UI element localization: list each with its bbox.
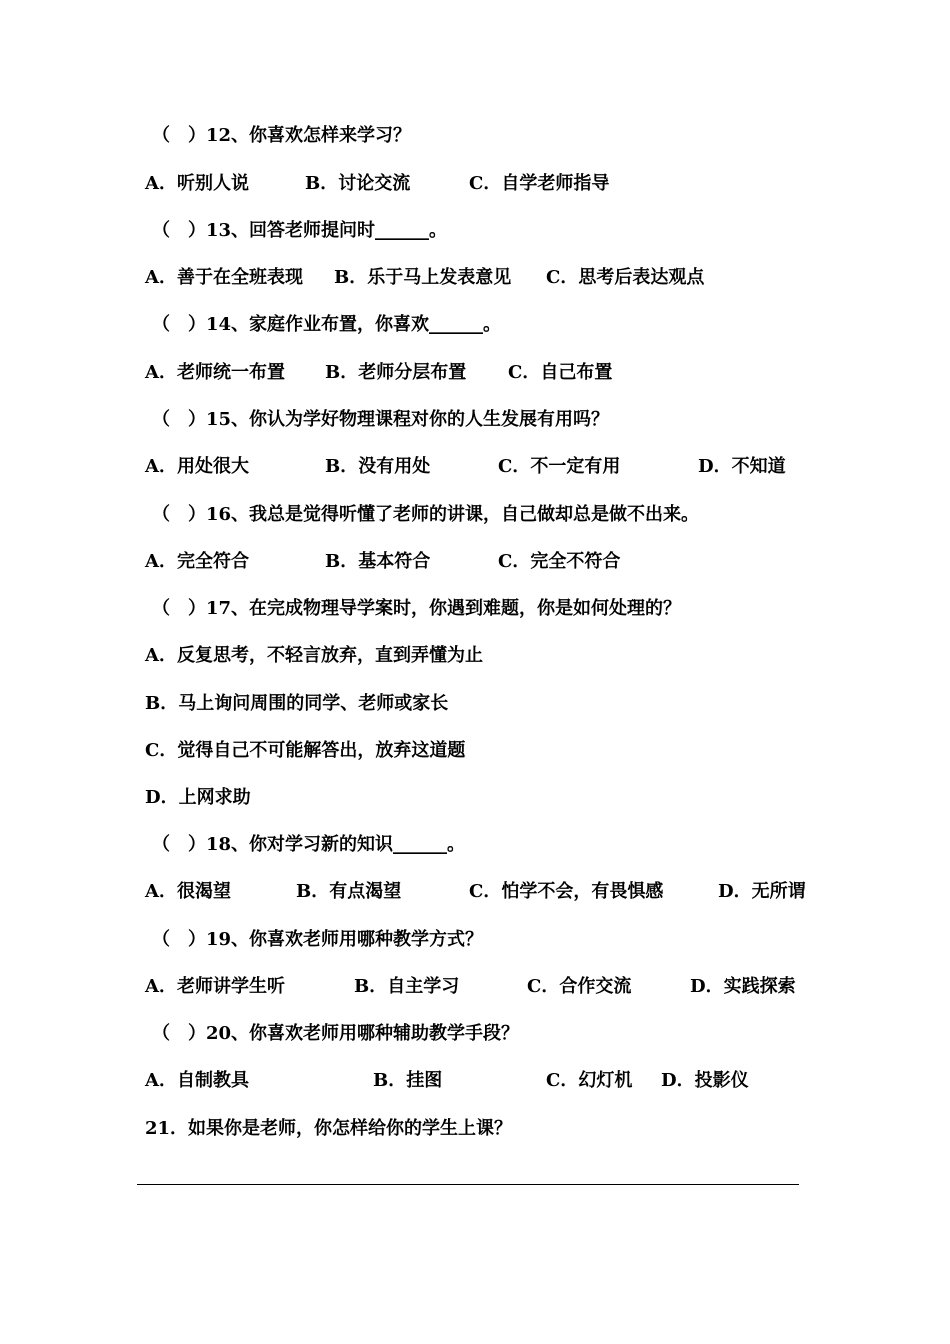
question-17-prompt: （ ）17、在完成物理导学案时，你遇到难题，你是如何处理的？ <box>152 598 682 619</box>
question-19-option-d: D．实践探索 <box>690 976 796 997</box>
question-12-option-a: A．听别人说 <box>145 173 249 194</box>
question-13-option-a: A．善于在全班表现 <box>145 267 303 288</box>
question-18-option-c: C．怕学不会，有畏惧感 <box>469 881 664 902</box>
question-13-prompt: （ ）13、回答老师提问时______。 <box>152 220 448 241</box>
question-16-option-a: A．完全符合 <box>145 551 249 572</box>
question-14-prompt: （ ）14、家庭作业布置，你喜欢______。 <box>152 314 502 335</box>
question-17-option-d: D．上网求助 <box>145 787 251 808</box>
question-20-prompt: （ ）20、你喜欢老师用哪种辅助教学手段？ <box>152 1023 520 1044</box>
question-19-option-b: B．自主学习 <box>354 976 460 997</box>
question-12-option-b: B．讨论交流 <box>305 173 411 194</box>
question-18-option-a: A．很渴望 <box>145 881 231 902</box>
answer-blank-line[interactable] <box>137 1184 799 1185</box>
question-14-option-c: C．自己布置 <box>508 362 613 383</box>
question-20-option-a: A．自制教具 <box>145 1070 249 1091</box>
question-14-option-b: B．老师分层布置 <box>325 362 467 383</box>
question-18-option-b: B．有点渴望 <box>296 881 402 902</box>
question-20-option-b: B．挂图 <box>373 1070 443 1091</box>
question-17-option-b: B．马上询问周围的同学、老师或家长 <box>145 693 449 714</box>
question-19-prompt: （ ）19、你喜欢老师用哪种教学方式？ <box>152 929 484 950</box>
question-16-prompt: （ ）16、我总是觉得听懂了老师的讲课，自己做却总是做不出来。 <box>152 504 700 525</box>
question-12-prompt: （ ）12、你喜欢怎样来学习？ <box>152 125 412 146</box>
question-19-option-a: A．老师讲学生听 <box>145 976 285 997</box>
question-21-prompt: 21．如果你是老师，你怎样给你的学生上课？ <box>145 1118 513 1139</box>
question-15-option-d: D．不知道 <box>698 456 786 477</box>
question-20-option-d: D．投影仪 <box>661 1070 749 1091</box>
question-17-option-a: A．反复思考，不轻言放弃，直到弄懂为止 <box>145 645 483 666</box>
question-14-option-a: A．老师统一布置 <box>145 362 285 383</box>
question-15-prompt: （ ）15、你认为学好物理课程对你的人生发展有用吗？ <box>152 409 610 430</box>
question-15-option-b: B．没有用处 <box>325 456 431 477</box>
question-20-option-c: C．幻灯机 <box>546 1070 633 1091</box>
question-16-option-b: B．基本符合 <box>325 551 431 572</box>
question-17-option-c: C．觉得自己不可能解答出，放弃这道题 <box>145 740 466 761</box>
question-16-option-c: C．完全不符合 <box>498 551 621 572</box>
question-13-option-c: C．思考后表达观点 <box>546 267 705 288</box>
question-19-option-c: C．合作交流 <box>527 976 632 997</box>
question-15-option-a: A．用处很大 <box>145 456 249 477</box>
question-15-option-c: C．不一定有用 <box>498 456 621 477</box>
question-18-option-d: D．无所谓 <box>718 881 806 902</box>
question-12-option-c: C．自学老师指导 <box>469 173 610 194</box>
question-13-option-b: B．乐于马上发表意见 <box>334 267 512 288</box>
question-18-prompt: （ ）18、你对学习新的知识______。 <box>152 834 466 855</box>
